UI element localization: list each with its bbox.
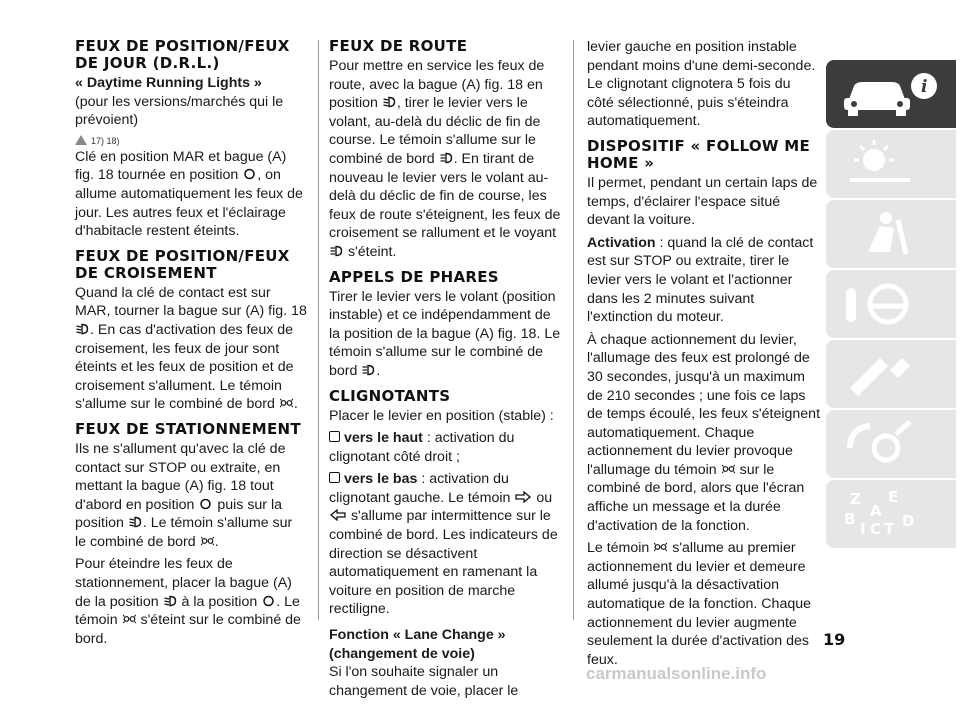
svg-text:i: i	[921, 77, 928, 97]
list-item-down: vers le bas : activation du clignotant gauche. Le témoin ou s'allume par intermittence sur le combiné de bord. Les indicateurs de direction se désactivent automatiquement en ramenant la voiture en position de marche rectiligne.	[329, 471, 558, 618]
paragraph-extension: À chaque actionnement du levier, l'allumage des feux est prolongé de 30 secondes, jusqu'à un maximum de 210 secondes ; une fois ce laps de temps écoulé, les feux s'éteignent automatiquement. Chaque actionnement du levier provoque l'allumage du témoin sur le combiné de bord, alors que l'écran affiche un message et la durée d'activation de la fonction.	[587, 331, 821, 534]
heading-daytime-lights: FEUX DE POSITION/FEUX DE JOUR (D.R.L.)	[75, 37, 290, 72]
svg-text:B: B	[844, 510, 856, 528]
service-tools-icon	[840, 418, 940, 470]
svg-text:C: C	[870, 520, 882, 538]
heading-follow-me-home: DISPOSITIF « FOLLOW ME HOME »	[587, 136, 811, 172]
page-number: 19	[823, 630, 846, 649]
side-lights-icon	[123, 613, 136, 625]
svg-text:D: D	[902, 512, 915, 530]
main-beam-icon	[330, 245, 343, 257]
index-icon	[840, 488, 940, 540]
paragraph-dipped-beam: Quand la clé de contact est sur MAR, tourner la bague sur (A) fig. 18 . En cas d'activation des feux de croisement, les feux de jour sont éteints et les feux de position et de croisement s'allument. Le témoin s'allume sur le combiné de bord .	[75, 284, 307, 413]
airbag-seat-icon	[840, 208, 940, 260]
tab-emergency[interactable]	[826, 340, 956, 408]
side-lights-icon	[201, 535, 214, 547]
svg-text:Z: Z	[850, 490, 861, 508]
main-beam-icon	[362, 364, 375, 376]
paragraph-activation: Activation : quand la clé de contact est sur STOP ou extraite, tirer le levier vers le volant et l'actionner dans les 2 minutes suivant l'extinction du moteur.	[587, 234, 814, 326]
column-3	[587, 38, 821, 673]
position-lights-icon	[243, 168, 256, 180]
position-lights-icon	[199, 498, 212, 510]
paragraph-main-beam: Pour mettre en service les feux de route, avec la bague (A) fig. 18 en position , tirer le levier vers le volant, au-delà du déclic de fin de course. Le témoin s'allume sur le combiné de bord . En tirant de nouveau le levier vers le volant au-delà du déclic de fin de course, les feux de route s'éteignent, les feux de croisement se rallument et le voyant s'éteint.	[329, 58, 561, 260]
svg-text:A: A	[870, 502, 882, 520]
paragraph-warning-light: Le témoin s'allume au premier actionnement du levier et demeure allumé jusqu'à la désactivation automatique de la fonction. Chaque actionnement du levier augmente seulement la durée d'activation des feux.	[587, 540, 812, 668]
tab-index[interactable]	[826, 480, 956, 548]
paragraph-parking-off: Pour éteindre les feux de stationnement, placer la bague (A) de la position à la position . Le témoin s'éteint sur le combiné de bord.	[75, 556, 301, 647]
paragraph-indicators: Placer le levier en position (stable) :	[329, 407, 554, 424]
heading-flashing: APPELS DE PHARES	[329, 267, 499, 286]
subheading-lane-change: Fonction « Lane Change » (changement de voie)	[329, 627, 506, 662]
paragraph-drl-activation: Clé en position MAR et bague (A) fig. 18 tournée en position , on allume automatiquement les feux de jour. Les autres feux et l'éclairage d'habitacle restent éteints.	[75, 148, 303, 240]
dipped-beam-icon	[164, 595, 177, 607]
svg-text:I: I	[860, 520, 866, 538]
car-info-icon	[840, 68, 940, 120]
dipped-beam-icon	[129, 516, 142, 528]
list-item-up: vers le haut : activation du clignotant côté droit ;	[329, 430, 515, 465]
heading-indicators: CLIGNOTANTS	[329, 386, 451, 405]
tab-starting-driving[interactable]	[826, 270, 956, 338]
column-2	[329, 38, 561, 704]
paragraph-flashing: Tirer le levier vers le volant (position instable) et ce indépendamment de la position de la bague (A) fig. 18. Le témoin s'allume sur le combiné de bord .	[329, 288, 561, 379]
column-divider	[573, 40, 574, 620]
paragraph-lane-change: Si l'on souhaite signaler un changement de voie, placer le	[329, 664, 519, 699]
tab-dashboard[interactable]	[826, 130, 956, 198]
tab-safety[interactable]	[826, 200, 956, 268]
side-lights-icon	[654, 541, 667, 553]
paragraph-parking-on: Ils ne s'allument qu'avec la clé de contact sur STOP ou extraite, en mettant la bague (A) fig. 18 tout d'abord en position puis sur la position . Le témoin s'allume sur le combiné de bord .	[75, 440, 293, 550]
side-lights-icon	[722, 463, 735, 475]
watermark: carmanualsonline.info	[586, 664, 767, 683]
svg-text:E: E	[888, 488, 899, 506]
svg-text:T: T	[884, 520, 895, 538]
bullet-icon	[329, 431, 340, 442]
main-beam-icon	[440, 152, 453, 164]
dipped-beam-icon	[76, 323, 89, 335]
heading-dipped-beam: FEUX DE POSITION/FEUX DE CROISEMENT	[75, 246, 290, 282]
heading-parking-lights: FEUX DE STATIONNEMENT	[75, 419, 301, 438]
paragraph-versions: (pour les versions/marchés qui le prévoient)	[75, 93, 284, 129]
left-turn-arrow-icon	[330, 509, 346, 521]
right-turn-arrow-icon	[515, 491, 531, 503]
bullet-icon	[329, 472, 340, 483]
breakdown-icon	[840, 348, 940, 400]
side-lights-icon	[280, 397, 293, 409]
column-divider	[318, 40, 319, 620]
tab-car-info[interactable]	[826, 60, 956, 128]
dipped-beam-icon	[383, 96, 396, 108]
steering-tools-icon	[840, 278, 940, 330]
heading-main-beam: FEUX DE ROUTE	[329, 37, 468, 55]
paragraph-follow-me-intro: Il permet, pendant un certain laps de temps, d'éclairer l'espace situé devant la voiture.	[587, 174, 818, 229]
subheading-drl: « Daytime Running Lights »	[75, 75, 262, 91]
tab-maintenance[interactable]	[826, 410, 956, 478]
column-1	[75, 38, 307, 652]
position-lights-icon	[262, 595, 275, 607]
chapter-tabs	[826, 60, 956, 550]
dashboard-lights-icon	[840, 138, 940, 190]
warning-refs: 17) 18)	[75, 134, 307, 148]
paragraph-lane-change-cont: levier gauche en position instable pendant moins d'une demi-seconde. Le clignotant clignotera 5 fois du côté sélectionné, puis s'éteindra automatiquement.	[587, 39, 816, 130]
warning-triangle-icon	[75, 135, 87, 145]
